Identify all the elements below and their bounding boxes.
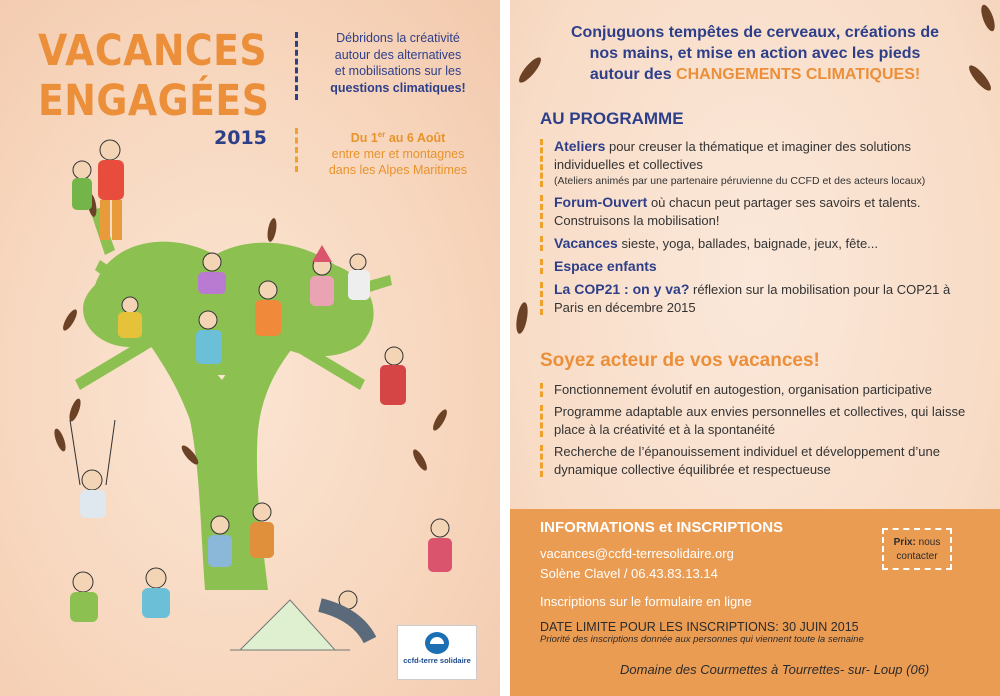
acteur-item: Recherche de l’épanouissement individuel et développement d’une dynamique collective équilibrée et respectueuse [540,443,970,479]
inscriptions-link[interactable]: Inscriptions sur le formulaire en ligne [540,594,752,609]
headline-line: Conjuguons tempêtes de cerveaux, créations de [570,24,940,41]
price-box: Prix: nous contacter [882,528,952,570]
info-title: INFORMATIONS et INSCRIPTIONS [540,519,784,536]
acteur-item: Fonctionnement évolutif en autogestion, organisation participative [540,381,970,399]
dates-line-3: dans les Alpes Maritimes [328,163,468,178]
intro-bold: questions climatiques! [330,80,466,95]
email-link[interactable]: vacances@ccfd-terresolidaire.org [540,546,734,561]
acteur-title: Soyez acteur de vos vacances! [540,350,820,371]
intro-line: et mobilisations sur les [334,64,462,78]
dates-line-2: entre mer et montagnes [331,147,465,162]
headline [530,22,980,85]
headline-line: autour des CHANGEMENTS CLIMATIQUES! [589,66,921,83]
year: 2015 [214,127,267,149]
title-line-2: ENGAGÉES [38,76,270,126]
venue: Domaine des Courmettes à Tourrettes- sur- Loup (06) [620,662,930,677]
acteur-item: Programme adaptable aux envies personnelles et collectives, qui laisse place à la créativité et à la spontanéité [540,403,970,439]
programme-item: Forum-Ouvert où chacun peut partager ses savoirs et talents. Construisons la mobilisation! [540,193,970,230]
programme-title: AU PROGRAMME [540,109,684,128]
deadline: DATE LIMITE POUR LES INSCRIPTIONS: 30 JUIN 2015 [540,620,859,634]
ccfd-logo [397,625,477,680]
intro-line: autour des alternatives [334,47,462,62]
ccfd-logo-text: ccfd-terre solidaire [403,656,471,665]
title-line-1: VACANCES [38,26,268,76]
dates-line-1: Du 1er au 6 Août [350,130,446,146]
intro-line: Débridons la créativité [336,31,460,45]
headline-line: nos mains, et mise en action avec les pieds [589,45,921,62]
programme-list [540,137,970,321]
ccfd-logo-icon [425,632,449,654]
right-flyer-panel [510,0,1000,696]
programme-item: Vacances sieste, yoga, ballades, baignade, jeux, fête... [540,234,970,253]
priority-note: Priorité des inscriptions donnée aux personnes qui viennent toute la semaine [540,634,864,645]
programme-item: La COP21 : on y va? réflexion sur la mobilisation pour la COP21 à Paris en décembre 2015 [540,280,970,317]
programme-item: Ateliers pour creuser la thématique et imaginer des solutions individuelles et collectives (Ateliers animés par une partenaire péruvienne du CCFD et des acteurs locaux) [540,137,970,189]
contact-phone: Solène Clavel / 06.43.83.13.14 [540,566,718,581]
programme-item: Espace enfants [540,257,970,276]
acteur-list [540,381,970,483]
panel-gap [500,0,510,696]
